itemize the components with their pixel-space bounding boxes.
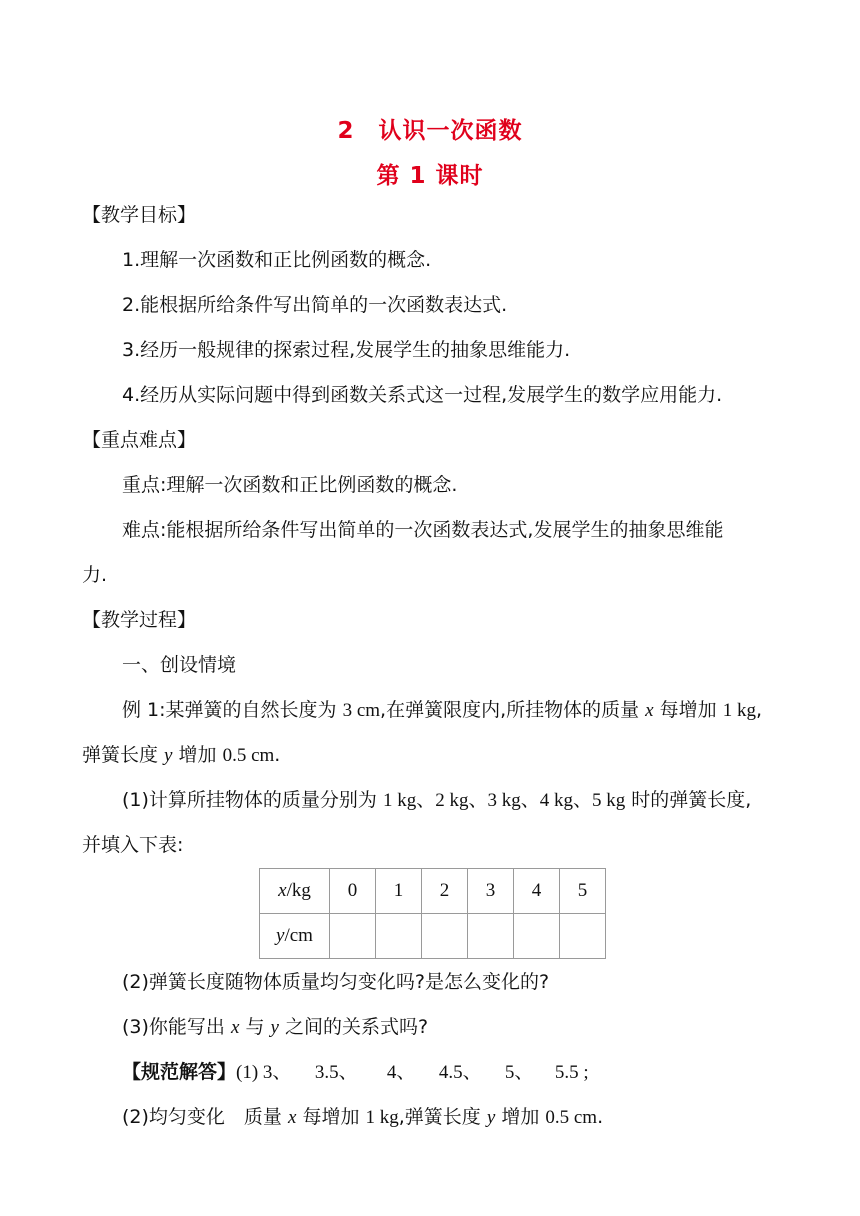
process-heading: 【教学过程】 [82, 609, 197, 631]
y-value-cell [468, 914, 514, 959]
example-end: , [755, 699, 762, 721]
goal-item: 1.理解一次函数和正比例函数的概念. [122, 249, 432, 271]
unit-kg: /kg [286, 880, 311, 901]
var-x: x [645, 700, 654, 721]
example-text-cont [82, 743, 280, 768]
lesson-subtitle: 第 1 课时 [376, 163, 484, 189]
unit-cm: /cm [284, 925, 313, 946]
answer-value: 3、 [262, 1062, 292, 1083]
x-value-cell: 5 [560, 869, 606, 914]
x-value-cell: 2 [422, 869, 468, 914]
mass-value: 1 kg [722, 700, 756, 721]
a2-mid3: 增加 [495, 1106, 546, 1128]
q1-pre: (1)计算所挂物体的质量分别为 [122, 789, 383, 811]
difficulty-point: 难点:能根据所给条件写出简单的一次函数表达式,发展学生的抽象思维能 [122, 519, 724, 541]
question-3 [122, 1015, 428, 1040]
y-value-cell [422, 914, 468, 959]
x-value-cell: 1 [376, 869, 422, 914]
answer-value: 4、 [386, 1062, 416, 1083]
var-x: x [278, 880, 287, 901]
answer-value: 5.5 ; [554, 1062, 589, 1083]
answer-value: 4.5、 [438, 1062, 482, 1083]
section-heading: 一、创设情境 [122, 654, 237, 676]
example-line2-pre: 弹簧长度 [82, 744, 165, 766]
table-row [260, 869, 606, 914]
length-value: 3 cm [342, 700, 381, 721]
q1-masses: 1 kg、2 kg、3 kg、4 kg、5 kg [382, 790, 626, 811]
q3-post: 之间的关系式吗? [278, 1016, 429, 1038]
a2-mid: 每增加 [296, 1106, 366, 1128]
example-line2-mid: 增加 [172, 744, 223, 766]
var-y: y [164, 745, 173, 766]
y-value-cell [376, 914, 422, 959]
keypoints-heading: 【重点难点】 [82, 429, 197, 451]
example-label: 例 1:某弹簧的自然长度为 [122, 699, 343, 721]
question-2: (2)弹簧长度随物体质量均匀变化吗?是怎么变化的? [122, 971, 550, 993]
table-row [260, 914, 606, 959]
x-value-cell: 3 [468, 869, 514, 914]
var-y: y [270, 1017, 279, 1038]
x-value-cell: 0 [330, 869, 376, 914]
q1-post: 时的弹簧长度, [625, 789, 752, 811]
q3-pre: (3)你能写出 [122, 1016, 231, 1038]
q3-mid: 与 [239, 1016, 271, 1038]
a2-end: . [597, 1106, 604, 1128]
var-x: x [287, 1107, 297, 1128]
answer-prefix: (1) [236, 1062, 263, 1083]
x-value-cell: 4 [514, 869, 560, 914]
answer-line-2 [122, 1105, 603, 1130]
goal-item: 2.能根据所给条件写出简单的一次函数表达式. [122, 294, 508, 316]
example-mid2: 每增加 [653, 699, 723, 721]
a2-mid2: ,弹簧长度 [398, 1106, 487, 1128]
a2-mass: 1 kg [365, 1107, 399, 1128]
goals-heading: 【教学目标】 [82, 204, 197, 226]
var-y: y [276, 925, 285, 946]
lesson-title: 2 认识一次函数 [337, 118, 523, 144]
y-value-cell [330, 914, 376, 959]
question-1 [122, 788, 751, 813]
row-header-y [260, 914, 330, 959]
a2-inc: 0.5 cm [545, 1107, 598, 1128]
answer-value: 5、 [504, 1062, 534, 1083]
answer-line-1 [122, 1060, 589, 1085]
example-text [122, 698, 762, 723]
y-value-cell [560, 914, 606, 959]
goal-item: 4.经历从实际问题中得到函数关系式这一过程,发展学生的数学应用能力. [122, 384, 723, 406]
a2-pre: (2)均匀变化 质量 [122, 1106, 288, 1128]
var-y: y [486, 1107, 496, 1128]
difficulty-point-cont: 力. [82, 564, 108, 586]
key-point: 重点:理解一次函数和正比例函数的概念. [122, 474, 458, 496]
question-1-cont: 并填入下表: [82, 834, 184, 856]
var-x: x [230, 1017, 240, 1038]
mass-length-table [259, 868, 606, 959]
increment-value: 0.5 cm [222, 745, 275, 766]
row-header-x [260, 869, 330, 914]
answer-value: 3.5、 [314, 1062, 358, 1083]
answer-label: 【规范解答】 [122, 1061, 237, 1083]
example-mid: ,在弹簧限度内,所挂物体的质量 [380, 699, 646, 721]
goal-item: 3.经历一般规律的探索过程,发展学生的抽象思维能力. [122, 339, 571, 361]
example-line2-end: . [274, 744, 281, 766]
y-value-cell [514, 914, 560, 959]
